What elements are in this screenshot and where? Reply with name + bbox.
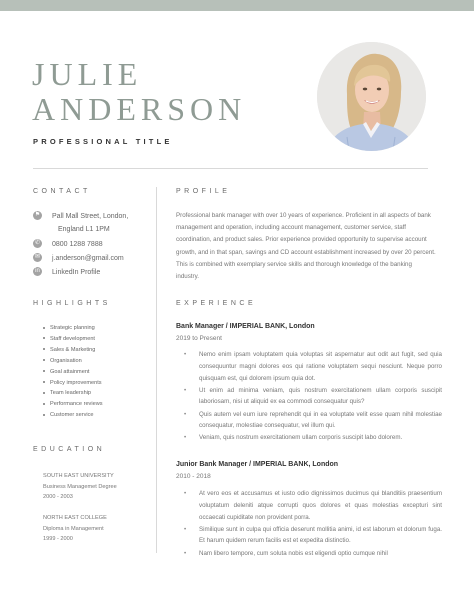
first-name: JULIE — [32, 56, 143, 92]
list-item: • Ut enim ad minima veniam, quis nostrum exercitationem ullam corporis suscipit laboriosam, nisi ut aliquid ex ea commodi consequatur quis? — [190, 385, 442, 409]
profile-heading: PROFILE — [176, 188, 231, 195]
list-item: Sales & Marketing — [43, 345, 103, 356]
portrait-image — [317, 42, 426, 151]
bullet-icon — [43, 392, 45, 394]
address-line-1: Pall Mall Street, London, — [52, 213, 129, 220]
email-icon: ✉ — [34, 254, 41, 260]
location-icon: ⚑ — [34, 212, 41, 218]
job-entry-1 — [176, 321, 315, 345]
contact-address — [33, 210, 128, 236]
list-item: Customer service — [43, 410, 103, 421]
list-item: • Quis autem vel eum iure reprehendit qui in ea voluptate velit esse quam nihil molestiae consequatur, molestiae consequatur, vel illum qui. — [190, 409, 442, 433]
profile-photo — [317, 42, 426, 151]
education-entry-2 — [43, 513, 107, 545]
highlights-heading: HIGHLIGHTS — [33, 300, 111, 307]
highlights-list — [43, 323, 103, 421]
top-accent-bar — [0, 0, 474, 11]
phone-icon: ✆ — [34, 240, 41, 246]
degree-name: Diploma in Management — [43, 525, 104, 532]
job-2-bullets — [190, 488, 442, 560]
bullet-icon — [43, 370, 45, 372]
address-line-2: England L1 1PM — [58, 226, 110, 233]
job-dates: 2019 to Present — [176, 335, 222, 342]
education-years: 2000 - 2003 — [43, 494, 73, 500]
list-item: Goal attainment — [43, 367, 103, 378]
job-dates: 2010 - 2018 — [176, 473, 211, 480]
experience-heading: EXPERIENCE — [176, 300, 257, 307]
last-name: ANDERSON — [32, 91, 247, 127]
job-title: Bank Manager / IMPERIAL BANK, London — [176, 323, 315, 330]
bullet-icon — [43, 327, 45, 329]
job-title: Junior Bank Manager / IMPERIAL BANK, London — [176, 461, 339, 468]
list-item: Performance reviews — [43, 399, 103, 410]
linkedin-link[interactable]: LinkedIn Profile — [52, 269, 101, 276]
bullet-icon — [43, 337, 45, 339]
professional-title: PROFESSIONAL TITLE — [33, 137, 173, 146]
list-item: Strategic planning — [43, 323, 103, 334]
education-entry-1 — [43, 471, 117, 503]
job-1-bullets — [190, 349, 442, 445]
column-divider — [156, 187, 157, 553]
bullet-icon — [43, 348, 45, 350]
profile-summary: Professional bank manager with over 10 years of experience. Proficient in all aspects of bank management and operation, including account management, customer service, staff coordination, and product sales. Prior experience provided opportunity to supervise account growth, and in that span, savings and CD account establishment increased by over 20 percent. This is combined with exemplary service skills and thorough knowledge of the banking industry. — [176, 212, 436, 281]
list-item: Staff development — [43, 334, 103, 345]
list-item: Policy improvements — [43, 378, 103, 389]
list-item: • Veniam, quis nostrum exercitationem ullam corporis suscipit labo dolorem. — [190, 432, 442, 444]
email-address[interactable]: j.anderson@gmail.com — [52, 255, 124, 262]
job-entry-2 — [176, 459, 338, 483]
bullet-icon — [43, 359, 45, 361]
phone-number: 0800 1288 7888 — [52, 241, 103, 248]
linkedin-icon: in — [33, 267, 42, 276]
bullet-icon — [43, 403, 45, 405]
contact-heading: CONTACT — [33, 188, 91, 195]
header-divider — [33, 168, 428, 169]
bullet-icon — [43, 414, 45, 416]
list-item: • At vero eos et accusamus et iusto odio dignissimos ducimus qui blanditiis praesentium voluptatum deleniti atque corrupti quos dolores et quas molestias excepturi sint occaecati cupiditate non provident porra. — [190, 488, 442, 523]
list-item: • Similique sunt in culpa qui officia deserunt mollitia animi, id est laborum et dolorum fuga. Et harum quidem rerum facilis est et expedita distinctio. — [190, 524, 442, 548]
list-item: Organisation — [43, 356, 103, 367]
education-heading: EDUCATION — [33, 446, 106, 453]
list-item: Team leadership — [43, 388, 103, 399]
contact-linkedin[interactable] — [33, 266, 100, 279]
school-name: SOUTH EAST UNIVERSITY — [43, 473, 114, 479]
list-item: • Nemo enim ipsam voluptatem quia voluptas sit aspernatur aut odit aut fugit, sed quia consequuntur magni dolores eos qui ratione voluptatem sequi nesciunt. Neque porro quisquam est, qui dolorem ipsum quia dot. — [190, 349, 442, 384]
contact-phone — [33, 238, 103, 251]
bullet-icon — [43, 381, 45, 383]
list-item: • Nam libero tempore, cum soluta nobis est eligendi optio cumque nihil — [190, 548, 442, 560]
degree-name: Business Managemet Degree — [43, 483, 117, 490]
school-name: NORTH EAST COLLEGE — [43, 515, 107, 521]
contact-email[interactable] — [33, 252, 124, 265]
education-years: 1999 - 2000 — [43, 536, 73, 542]
